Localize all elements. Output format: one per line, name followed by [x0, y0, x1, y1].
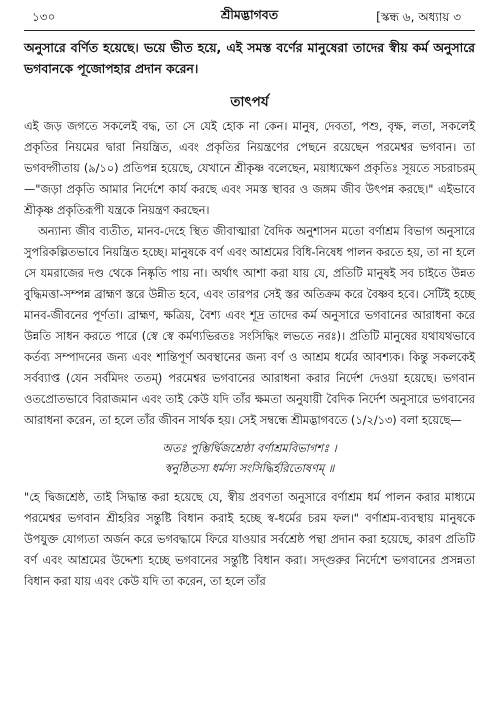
- purport-title: তাৎপর্য: [230, 94, 269, 111]
- chapter-reference: [স্কন্ধ ৬, অধ্যায় ৩: [376, 10, 461, 24]
- verse-line: অতঃ পুম্ভির্দ্বিজশ্রেষ্ঠা বর্ণাশ্রমবিভাগশঃ ।: [162, 442, 337, 456]
- page-header: [24, 0, 475, 31]
- verse-line: স্বনুষ্ঠিতস্য ধর্মস্য সংসিদ্ধির্হরিতোষণম্‌ ॥: [164, 462, 335, 476]
- book-title: শ্রীমদ্ভাগবত: [220, 7, 279, 22]
- verse-translation-paragraph: "হে দ্বিজশ্রেষ্ঠ, তাই সিদ্ধান্ত করা হয়েছে যে, স্বীয় প্রবণতা অনুসারে বর্ণাশ্রম ধর্ম পালন করার মাধ্যমে পরমেশ্বর ভগবান শ্রীহরির সন্তুষ্টি বিধান করাই হচ্ছে স্ব-ধর্মের চরম ফল।" বর্ণাশ্রম-ব্যবস্থায় মানুষকে উপযুক্ত যোগ্যতা অর্জন করে ভগবদ্ধামে ফিরে যাওয়ার সর্বশ্রেষ্ঠ পন্থা প্রদান করা হয়েছে, কারণ প্রতিটি বর্ণ এবং আশ্রমের উদ্দেশ্য হচ্ছে ভগবানের সন্তুষ্টি বিধান করা। সদ্গুরুর নির্দেশে ভগবানের প্রসন্নতা বিধান করা যায় এবং কেউ যদি তা করেন, তা হলে তাঁর: [24, 491, 475, 589]
- page-number: ১৩০: [32, 10, 56, 24]
- purport-paragraph-2: অন্যান্য জীব ব্যতীত, মানব-দেহে স্থিত জীবাত্মারা বৈদিক অনুশাসন মতো বর্ণাশ্রম বিভাগ অনুসারে সুপরিকল্পিতভাবে নিয়ন্ত্রিত হচ্ছে। মানুষকে বর্ণ এবং আশ্রমের বিধি-নিষেধ পালন করতে হয়, তা না হলে সে যমরাজের দণ্ড থেকে নিষ্কৃতি পায় না। অর্থাৎ আশা করা যায় যে, প্রতিটি মানুষই সব চাইতে উন্নত বুদ্ধিমত্তা-সম্পন্ন ব্রাহ্মণ স্তরে উন্নীত হবে, এবং তারপর সেই স্তর অতিক্রম করে বৈষ্ণব হবে। সেটিই হচ্ছে মানব-জীবনের পূর্ণতা। ব্রাহ্মণ, ক্ষত্রিয়, বৈশ্য এবং শূদ্র তাদের কর্ম অনুসারে ভগবানের আরাধনা করে উন্নতি সাধন করতে পারে (স্বে স্বে কর্মণ্যভিরতঃ সংসিদ্ধিং লভতে নরঃ)। প্রতিটি মানুষের যথাযথভাবে কর্তব্য সম্পাদনের জন্য এবং শান্তিপূর্ণ অবস্থানের জন্য বর্ণ ও আশ্রম ধর্মের আবশ্যক। কিন্তু সকলকেই সর্বব্যাপ্ত (যেন সর্বমিদং ততম্‌) পরমেশ্বর ভগবানের আরাধনা করার নির্দেশ দেওয়া হয়েছে। ভগবান ওতপ্রোতভাবে বিরাজমান এবং তাই কেউ যদি তাঁর ক্ষমতা অনুযায়ী বৈদিক নির্দেশ অনুসারে ভগবানের আরাধনা করেন, তা হলে তাঁর জীবন সার্থক হয়। সেই সম্বন্ধে শ্রীমদ্ভাগবতে (১/২/১৩) বলা হয়েছে—: [24, 225, 475, 428]
- purport-paragraph-1: এই জড় জগতে সকলেই বদ্ধ, তা সে যেই হোক না কেন। মানুষ, দেবতা, পশু, বৃক্ষ, লতা, সকলেই প্রকৃতির নিয়মের দ্বারা নিয়ন্ত্রিত, এবং প্রকৃতির নিয়ন্ত্রণের পেছনে রয়েছেন পরমেশ্বর ভগবান। তা ভগবদ্গীতায় (৯/১০) প্রতিপন্ন হয়েছে, যেখানে শ্রীকৃষ্ণ বলেছেন, ময়াধ্যক্ষেণ প্রকৃতিঃ সূয়তে সচরাচরম্‌ —"জড়া প্রকৃতি আমার নির্দেশে কার্য করছে এবং সমস্ত স্থাবর ও জঙ্গম জীব উৎপন্ন করছে।" এইভাবে শ্রীকৃষ্ণ প্রকৃতিরূপী যন্ত্রকে নিয়ন্ত্রণ করছেন।: [24, 120, 475, 218]
- verse-translation-bold: অনুসারে বর্ণিত হয়েছে। ভয়ে ভীত হয়ে, এই সমস্ত বর্ণের মানুষেরা তাদের স্বীয় কর্ম অনুসারে ভগবানকে পূজোপহার প্রদান করেন।: [24, 40, 475, 76]
- sanskrit-verse: [24, 439, 475, 479]
